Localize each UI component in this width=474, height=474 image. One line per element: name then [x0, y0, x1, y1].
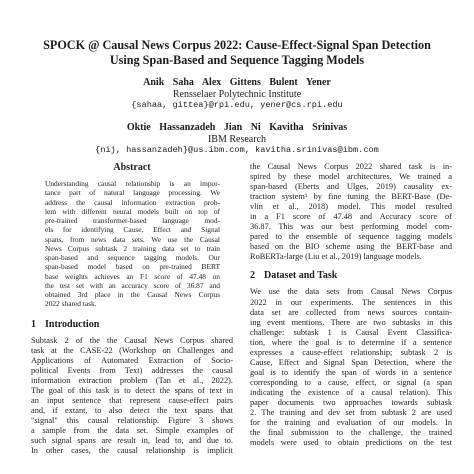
body-line: based on the BIO scheme using the BERT-base and — [250, 242, 452, 252]
body-line: for the training and evaluation of our models. In — [250, 418, 452, 428]
body-line: traction system¹ by fine tuning the BERT-Base (De- — [250, 192, 452, 202]
paper-title — [20, 38, 454, 68]
body-line: such signal spans are result in, lead to, and due to. — [31, 435, 233, 445]
abstract-line: tance part of natural language processing. We — [45, 188, 220, 198]
body-line: an input sentence that represent cause-effect pairs — [31, 395, 233, 405]
abstract-line: span-based and sequence tagging models. Our — [45, 253, 220, 262]
body-line: political Events from Text) addresses the causal — [31, 365, 233, 375]
section-number: 1 — [31, 318, 36, 330]
body-line: and, if extant, to also detect the text spans that — [31, 405, 233, 415]
author-affiliation: IBM Research — [207, 133, 267, 145]
section-number: 2 — [250, 270, 255, 282]
body-line: in a F1 score of 47.48 and Accuracy score of — [250, 212, 452, 222]
dataset-body — [250, 287, 452, 448]
author-block-rpi — [20, 77, 454, 112]
abstract-body — [31, 179, 233, 309]
body-line: pared to the ensemble of sequence tagging models — [250, 232, 452, 242]
section-heading-dataset — [250, 270, 452, 282]
abstract-line: span-based model based on pre-trained BERT — [45, 262, 220, 272]
body-line: a sample from the data set. Simple examples of — [31, 425, 233, 435]
body-line: In other cases, the causal relationship is implicit — [31, 446, 233, 456]
body-line: paper documents two approaches towards subtask — [250, 397, 452, 407]
body-line: vlin et al., 2018) model. This model resulted — [250, 202, 452, 212]
abstract-line: base weights achieves an F1 score of 47.48 on — [45, 271, 220, 281]
body-line: span-based (Eberts and Ulges, 2019) causality ex- — [250, 182, 452, 192]
body-line: We use the data sets from Causal News Corpus — [250, 287, 452, 297]
body-line: the final submission to the challenge, the trained — [250, 428, 452, 438]
right-column — [250, 162, 452, 448]
abstract-line: News Corpus subtask 2 training data set to train — [45, 243, 220, 253]
title-line: SPOCK @ Causal News Corpus 2022: Cause-Effect-Signal Span Detection — [43, 38, 431, 52]
body-line: information extraction problem (Tan et al., 2022). — [31, 375, 233, 385]
abstract-line: address the causal information extraction prob- — [45, 197, 220, 207]
body-line: 2022 in our experiments. The sentences in this — [250, 297, 452, 307]
author-block-ibm — [20, 122, 454, 157]
body-line: RoBERTa-large (Liu et al., 2019) language models. — [250, 252, 422, 262]
abstract-line: 2022 shared task. — [45, 299, 97, 309]
author-emails: {sahaa, gittea}@rpi.edu, yener@cs.rpi.edu — [131, 100, 343, 110]
author-affiliation: Rensselaer Polytechnic Institute — [172, 88, 302, 100]
body-line: models were used to obtain predictions on the test — [250, 438, 452, 448]
body-line: task at the CASE-22 (Workshop on Challenges and — [31, 345, 233, 355]
body-line: "signal" this causal relationship. Figure 3 shows — [31, 415, 233, 425]
author-emails: {nij, hassanzadeh}@us.ibm.com, kavitha.srinivas@ibm.com — [95, 145, 379, 155]
body-line: expresses a cause-effect relationship; subtask 2 is — [250, 347, 452, 357]
section-title: Introduction — [45, 318, 100, 330]
introduction-continued — [250, 162, 452, 262]
body-line: spired by these model architectures. We trained a — [250, 172, 452, 182]
abstract-line: els for identifying Cause, Effect and Signal — [45, 225, 220, 235]
abstract-line: Understanding causal relationship is an impor- — [45, 179, 220, 188]
left-column — [31, 162, 233, 456]
body-line: goal is to identify the span of words in a sentence — [250, 367, 452, 377]
section-title: Dataset and Task — [264, 270, 338, 282]
abstract-line: obtained 3rd place in the Causal News Corpus — [45, 290, 220, 299]
body-line: the Causal News Corpus 2022 shared task is in- — [250, 162, 452, 171]
section-heading-introduction — [31, 319, 233, 331]
body-line: 36.87. This was our best performing model com- — [250, 222, 452, 232]
body-line: indicating the existence of a causal relation). This — [250, 387, 452, 397]
introduction-body — [31, 336, 233, 457]
body-line: 2. The training and dev set from subtask 2 are used — [250, 408, 452, 418]
author-names: Oktie Hassanzadeh Jian Ni Kavitha Srinivas — [126, 122, 348, 133]
body-line: Applications of Automated Extraction of Socio- — [31, 355, 233, 365]
abstract-line: pre-trained transformer-based language mod- — [45, 216, 220, 225]
body-line: challenge: subtask 1 is Causal Event Classifica- — [250, 327, 452, 337]
abstract-line: spans, from news data sets. We use the Causal — [45, 234, 220, 244]
abstract-line: lem with different neural models built on top of — [45, 206, 220, 216]
body-line: data set are collected from news sources contain- — [250, 307, 452, 317]
body-line: Cause, Effect and Signal Span Detection, where the — [250, 357, 452, 367]
author-names: Anik Saha Alex Gittens Bulent Yener — [143, 77, 331, 88]
body-line: tion, where the goal is to determine if a sentence — [250, 337, 452, 347]
abstract-heading: Abstract — [113, 162, 151, 173]
title-line: Using Span-Based and Sequence Tagging Models — [109, 53, 365, 67]
body-line: ing event mentions. There are two subtasks in this — [250, 317, 452, 327]
body-line: corresponding to a cause, effect, or signal (a span — [250, 377, 452, 387]
body-line: Subtask 2 of the the Causal News Corpus shared — [31, 335, 233, 345]
body-line: The goal of this task is to detect the spans of text in — [31, 385, 233, 395]
abstract-line: the test set with an accuracy score of 36.87 and — [45, 280, 220, 290]
